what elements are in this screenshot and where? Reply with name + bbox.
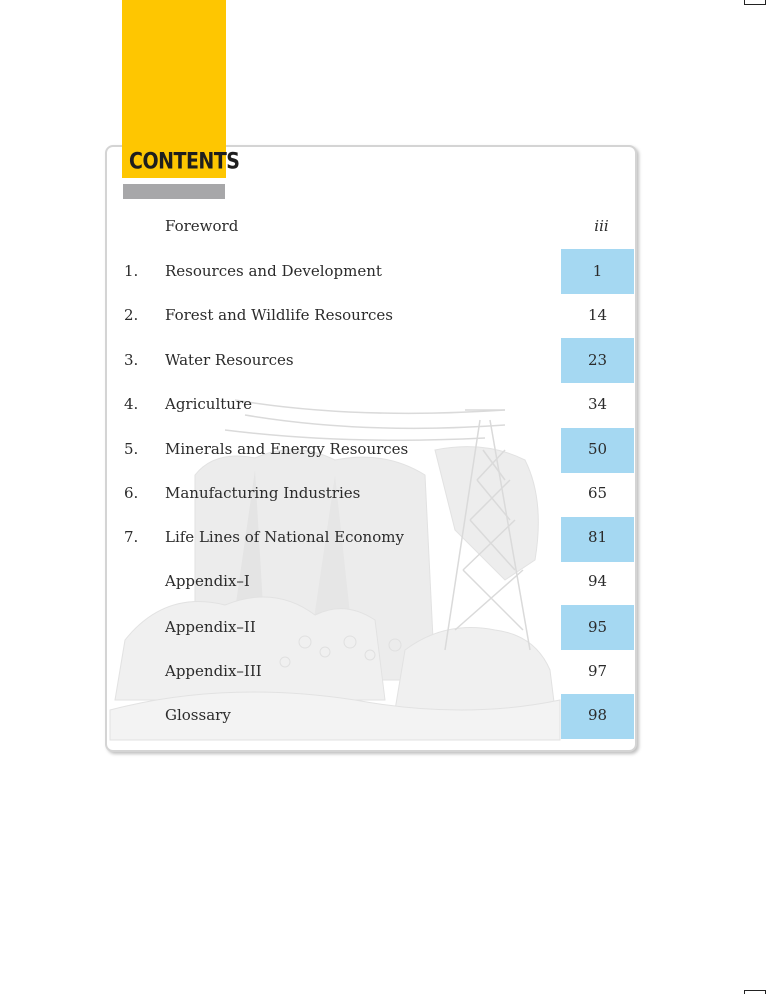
toc-row-chapter-6[interactable]: [0, 481, 768, 505]
toc-title[interactable]: Appendix–II: [165, 618, 256, 636]
crop-mark-top-right: [744, 0, 766, 5]
page-title: CONTENTS: [129, 149, 240, 175]
toc-page: 97: [587, 662, 608, 680]
toc-row-chapter-4[interactable]: [0, 392, 768, 416]
toc-page: 14: [587, 306, 608, 324]
toc-title[interactable]: Foreword: [165, 217, 239, 235]
toc-row-chapter-7[interactable]: [0, 525, 768, 549]
toc-title[interactable]: Minerals and Energy Resources: [165, 440, 409, 458]
toc-row-appendix-3[interactable]: [0, 659, 768, 683]
toc-row-appendix-1[interactable]: [0, 569, 768, 593]
toc-page: 95: [587, 618, 608, 636]
toc-row-glossary[interactable]: [0, 703, 768, 727]
toc-row-foreword[interactable]: [0, 214, 768, 238]
toc-number: 6.: [124, 484, 139, 502]
heading-underline-bar: [123, 184, 225, 199]
toc-number: 1.: [124, 262, 139, 280]
toc-row-chapter-1[interactable]: [0, 259, 768, 283]
toc-number: 2.: [124, 306, 139, 324]
toc-title[interactable]: Forest and Wildlife Resources: [165, 306, 393, 324]
toc-row-chapter-3[interactable]: [0, 348, 768, 372]
toc-page: 34: [587, 395, 608, 413]
toc-title[interactable]: Resources and Development: [165, 262, 382, 280]
toc-page: 50: [587, 440, 608, 458]
toc-page: 94: [587, 572, 608, 590]
toc-number: 5.: [124, 440, 139, 458]
toc-title[interactable]: Agriculture: [165, 395, 252, 413]
toc-number: 4.: [124, 395, 139, 413]
toc-title[interactable]: Appendix–I: [165, 572, 250, 590]
toc-page: 23: [587, 351, 608, 369]
toc-number: 7.: [124, 528, 139, 546]
toc-page: iii: [594, 217, 609, 235]
toc-title[interactable]: Life Lines of National Economy: [165, 528, 404, 546]
toc-row-chapter-5[interactable]: [0, 437, 768, 461]
toc-page: 81: [587, 528, 608, 546]
toc-page: 1: [592, 262, 603, 280]
waterfall-tower-illustration: [105, 380, 565, 750]
toc-number: 3.: [124, 351, 139, 369]
toc-row-chapter-2[interactable]: [0, 303, 768, 327]
toc-title[interactable]: Glossary: [165, 706, 231, 724]
crop-mark-bottom-right: [744, 990, 766, 994]
toc-page: 65: [587, 484, 608, 502]
toc-title[interactable]: Water Resources: [165, 351, 294, 369]
toc-title[interactable]: Manufacturing Industries: [165, 484, 361, 502]
toc-page: 98: [587, 706, 608, 724]
toc-row-appendix-2[interactable]: [0, 615, 768, 639]
toc-title[interactable]: Appendix–III: [165, 662, 262, 680]
